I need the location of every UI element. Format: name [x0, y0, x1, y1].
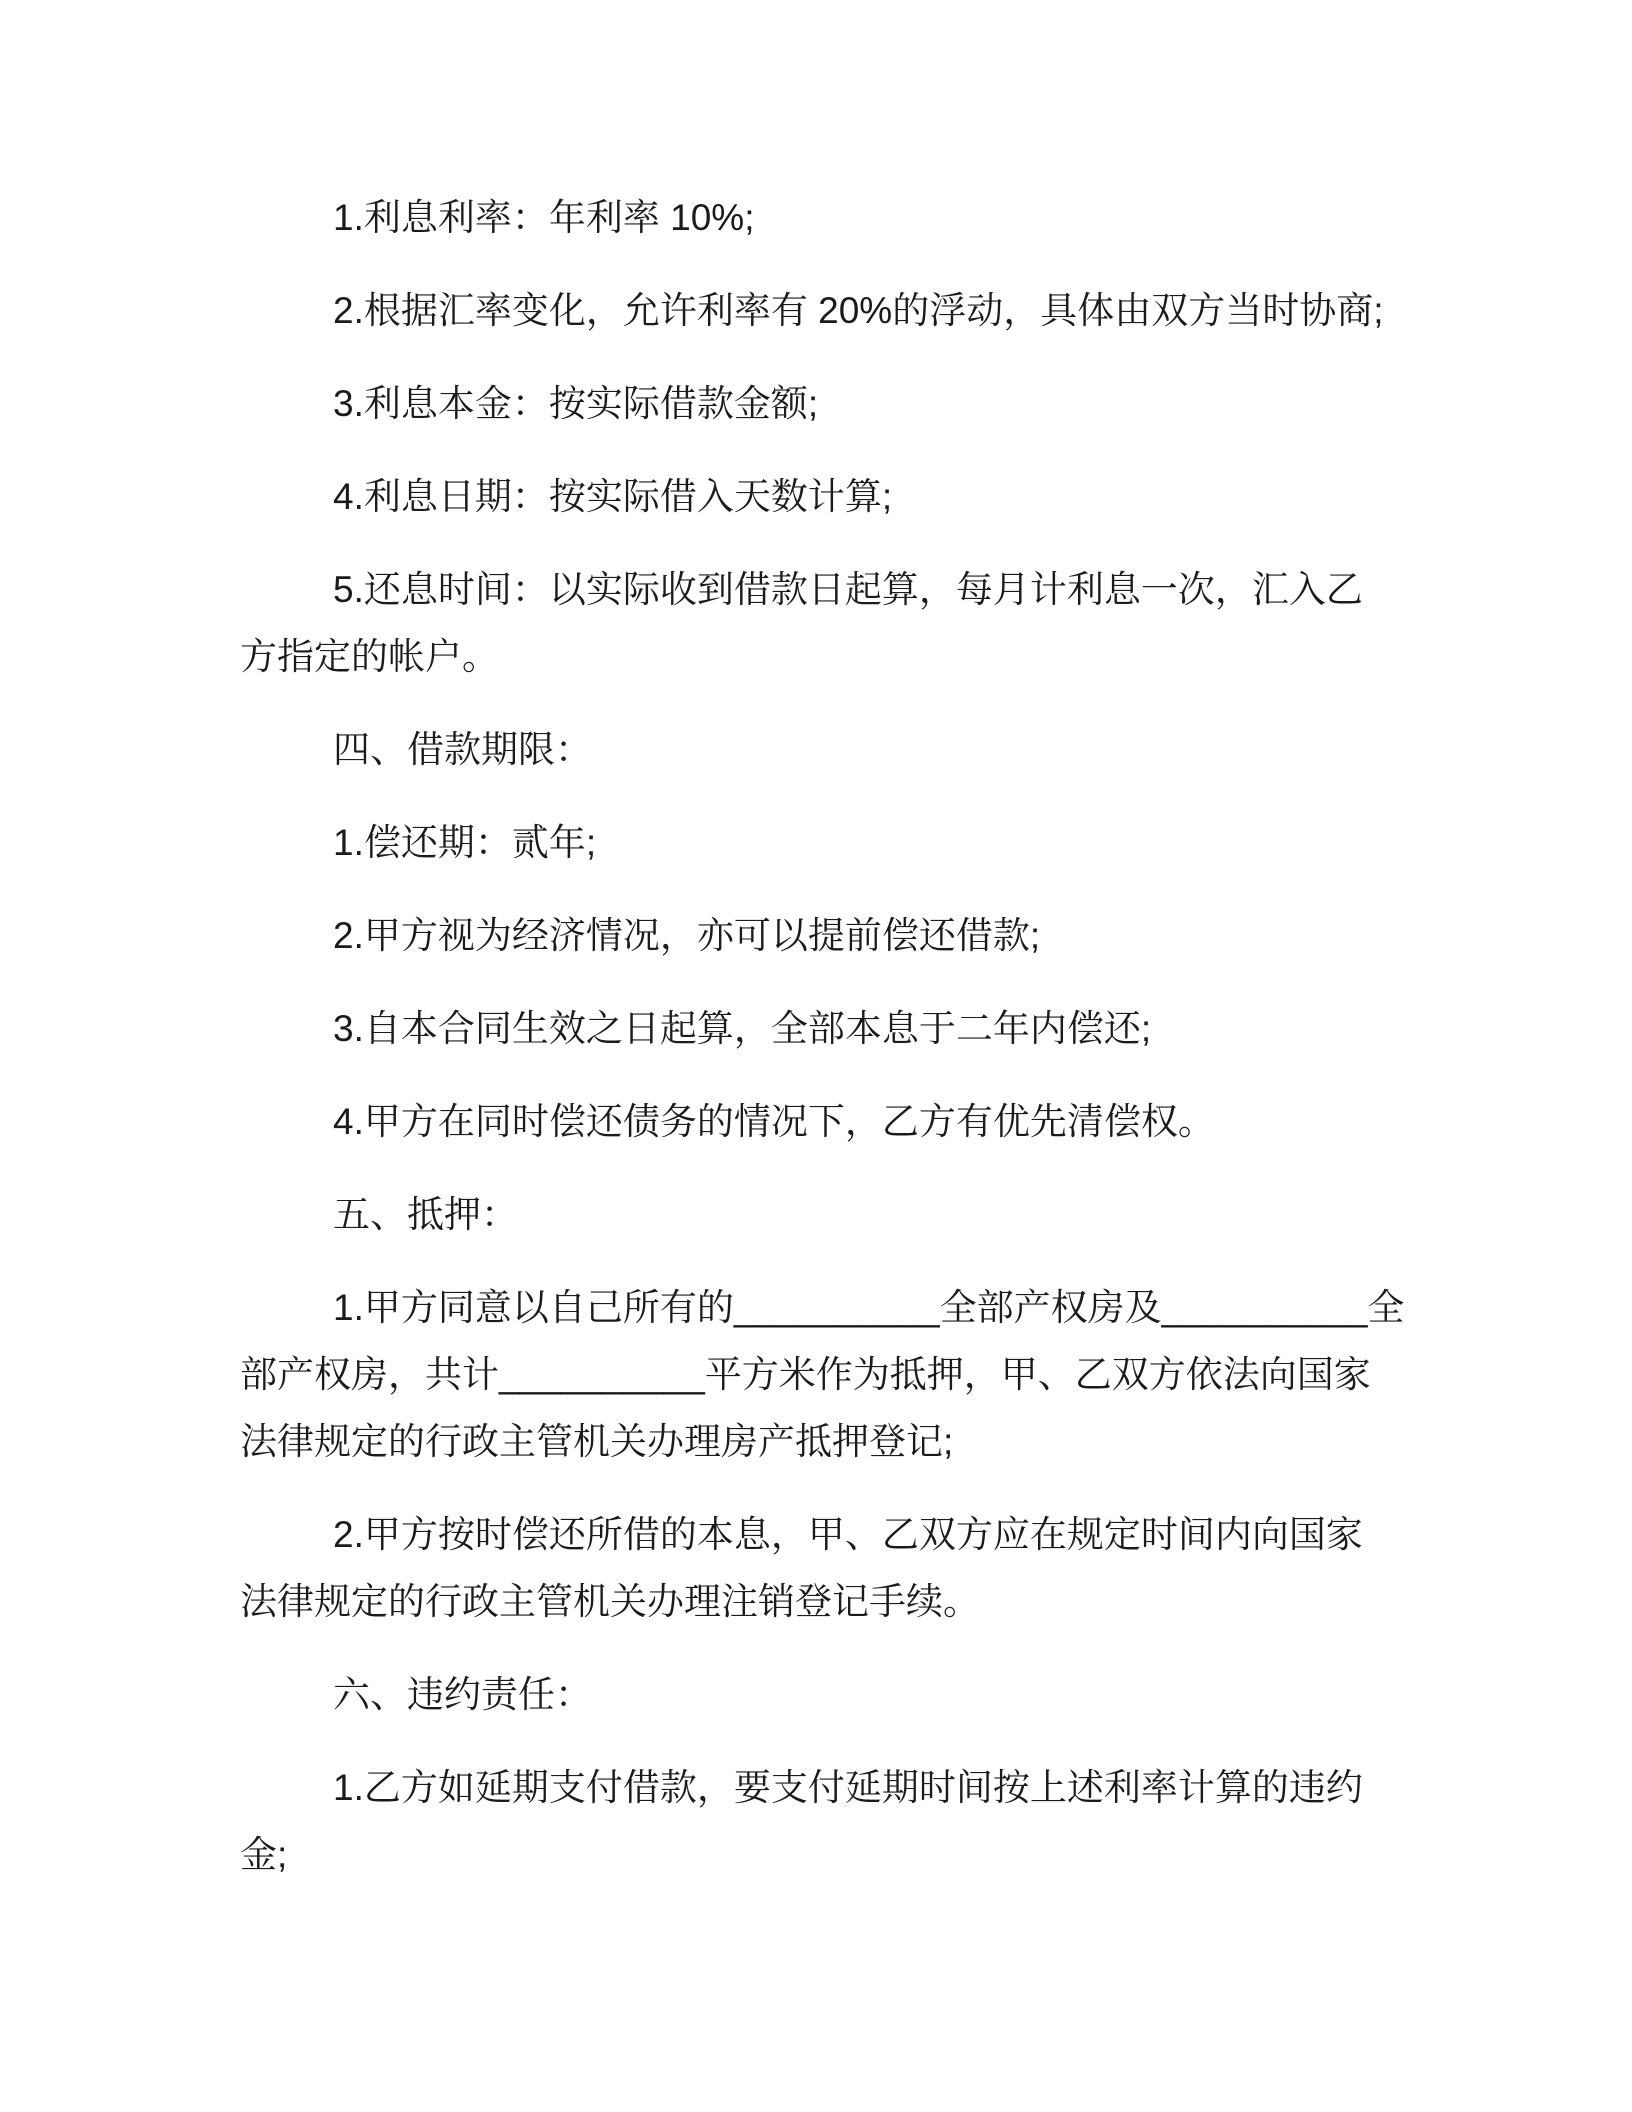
paragraph-rate-fluctuation	[240, 277, 1400, 344]
paragraph-early-repayment	[240, 902, 1400, 969]
paragraph-interest-payment-time	[240, 556, 1400, 690]
section-heading-mortgage	[240, 1181, 1400, 1248]
paragraph-line: 1.利息利率：年利率 10%;	[333, 197, 755, 238]
paragraph-line: 1.甲方同意以自己所有的__________全部产权房及__________全	[333, 1287, 1405, 1328]
paragraph-line: 1.偿还期：贰年;	[333, 822, 597, 863]
paragraph-mortgage-property	[240, 1274, 1405, 1475]
paragraph-repayment-period	[240, 809, 1400, 876]
section-heading-loan-term	[240, 716, 1400, 783]
paragraph-line: 2.根据汇率变化，允许利率有 20%的浮动，具体由双方当时协商;	[333, 290, 1384, 331]
section-heading-breach-liability	[240, 1661, 1400, 1728]
paragraph-line: 3.自本合同生效之日起算，全部本息于二年内偿还;	[333, 1008, 1152, 1049]
paragraph-mortgage-cancellation	[240, 1501, 1400, 1635]
paragraph-full-repayment	[240, 995, 1400, 1062]
paragraph-interest-principal	[240, 370, 1400, 437]
paragraph-late-payment-penalty	[240, 1754, 1400, 1888]
paragraph-line: 5.还息时间：以实际收到借款日起算，每月计利息一次，汇入乙	[333, 569, 1363, 610]
paragraph-line: 1.乙方如延期支付借款，要支付延期时间按上述利率计算的违约	[333, 1767, 1363, 1808]
paragraph-line: 4.甲方在同时偿还债务的情况下，乙方有优先清偿权。	[333, 1101, 1215, 1142]
paragraph-line: 法律规定的行政主管机关办理房产抵押登记;	[240, 1421, 954, 1462]
paragraph-line: 方指定的帐户。	[240, 636, 499, 677]
paragraph-interest-rate	[240, 184, 1400, 251]
paragraph-line: 部产权房，共计__________平方米作为抵押，甲、乙双方依法向国家	[240, 1354, 1371, 1395]
section-heading: 六、违约责任：	[333, 1674, 592, 1715]
paragraph-line: 金;	[240, 1834, 288, 1875]
paragraph-priority-right	[240, 1088, 1400, 1155]
paragraph-line: 2.甲方视为经济情况，亦可以提前偿还借款;	[333, 915, 1041, 956]
section-heading: 五、抵押：	[333, 1194, 518, 1235]
paragraph-line: 3.利息本金：按实际借款金额;	[333, 383, 819, 424]
section-heading: 四、借款期限：	[333, 729, 592, 770]
paragraph-line: 2.甲方按时偿还所借的本息，甲、乙双方应在规定时间内向国家	[333, 1514, 1363, 1555]
paragraph-line: 4.利息日期：按实际借入天数计算;	[333, 476, 893, 517]
paragraph-line: 法律规定的行政主管机关办理注销登记手续。	[240, 1581, 980, 1622]
paragraph-interest-date	[240, 463, 1400, 530]
